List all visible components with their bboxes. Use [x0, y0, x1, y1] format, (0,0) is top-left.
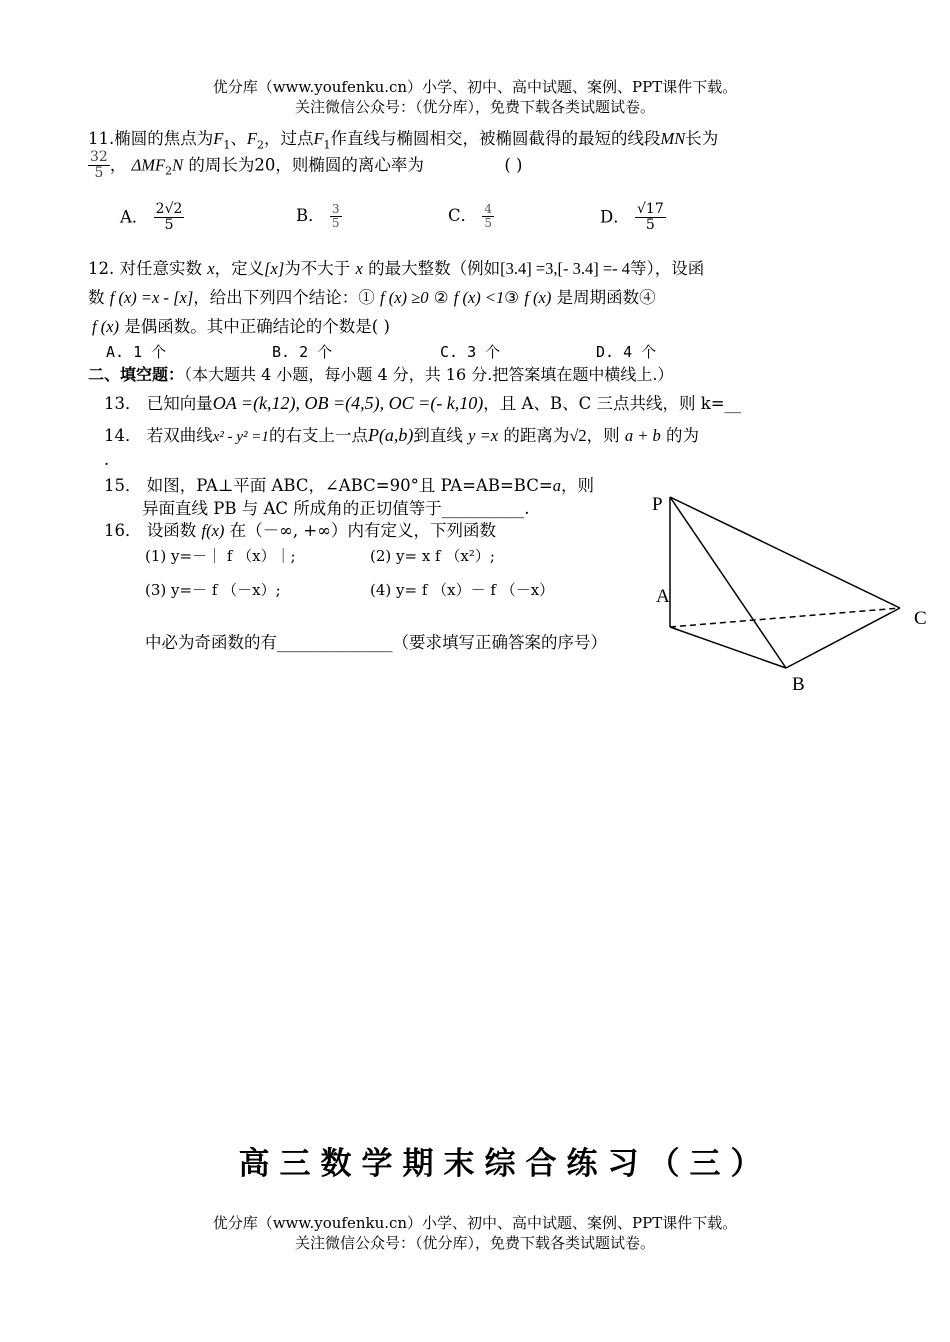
- q13-text-a: 已知向量: [146, 394, 213, 413]
- q15-line-2: 异面直线 PB 与 AC 所成角的正切值等于__________.: [142, 499, 530, 518]
- q16-opt-3: (3) y=－ f （－x）;: [145, 581, 281, 599]
- q11-answer-paren: ( ): [504, 155, 523, 175]
- q14: [104, 422, 699, 446]
- q12-conclusion-1: f (x) ≥0: [380, 288, 429, 307]
- q12-conclusion-3: f (x): [524, 288, 552, 307]
- label-p: P: [652, 494, 663, 515]
- q12-opt-a: A. 1 个: [106, 343, 167, 361]
- q16-final: 中必为奇函数的有______________（要求填写正确答案的序号）: [145, 633, 607, 652]
- q12-bx: [x]: [264, 259, 285, 278]
- label-a: A: [656, 586, 670, 607]
- q15-num: 15．: [104, 476, 142, 495]
- q14-distance: √2: [569, 426, 587, 445]
- section-2-heading: 二、填空题：: [88, 365, 185, 384]
- q15-text-1: 如图，PA⊥平面 ABC，∠ABC=90°且 PA=AB=BC=: [146, 476, 553, 495]
- q12-c2-pre: ②: [433, 288, 449, 307]
- q16-opt-4: (4) y= f （x）－ f （－x）: [370, 581, 555, 599]
- q14-text-c: 到直线: [413, 426, 463, 445]
- q12-c3-pre: ③: [504, 288, 520, 307]
- q11-sub1b: 1: [323, 138, 331, 152]
- q14-sum: a + b: [624, 426, 661, 445]
- q11-mn: MN: [660, 129, 686, 148]
- q11-line-1: [88, 125, 718, 151]
- q11-opt-a-label: A．: [120, 207, 149, 227]
- q13-text-b: ，且 A、B、C 三点共线，则 k=__: [483, 394, 742, 413]
- q13-num: 13．: [104, 394, 142, 413]
- q12-opt-c: C. 3 个: [440, 343, 501, 361]
- q11-opt-b-frac: $\frac{3}{5}$: [331, 201, 340, 230]
- q15-text-1-end: ，则: [560, 476, 594, 495]
- q14-num: 14．: [104, 426, 142, 445]
- q14-text-f: 的为: [666, 426, 700, 445]
- q13-vectors: OA =(k,12), OB =(4,5), OC =(- k,10): [212, 393, 484, 413]
- q14-text-e: ，则: [586, 426, 620, 445]
- q11-tri-sub: 2: [165, 164, 173, 178]
- q11-text-d: 长为: [685, 129, 719, 148]
- edge-bc: [786, 608, 900, 668]
- q16-opt-1: (1) y=－｜ f （x）｜;: [145, 547, 296, 565]
- q11-opt-a-frac: $\frac{2√2}{5}$: [155, 201, 183, 234]
- q11-opt-b-label: B．: [296, 206, 325, 225]
- q16-opt-2: (2) y= x f （x²）;: [370, 547, 495, 565]
- q12-fx: f (x): [92, 317, 120, 336]
- q15-line-1: [104, 472, 594, 496]
- q16-num: 16．: [104, 521, 142, 540]
- q11-triangle: ΔMF: [131, 155, 166, 175]
- q16-line-1: [104, 517, 496, 541]
- q14-text-d: 的距离为: [503, 426, 570, 445]
- q12-example: [3.4] =3,[- 3.4] =- 4: [500, 259, 631, 278]
- q11-line-2: [88, 150, 522, 182]
- q14-point: P(a,b): [367, 425, 414, 445]
- edge-pc: [670, 497, 900, 608]
- q11-text-f: 的周长为20，则椭圆的离心率为: [188, 155, 424, 175]
- q12-x: x: [207, 259, 215, 278]
- footer-line-2: 关注微信公众号：（优分库），免费下载各类试题试卷。: [294, 1234, 655, 1252]
- q16-text-b: 在（－∞, +∞）内有定义，下列函数: [229, 521, 496, 540]
- q12-opt-d: D. 4 个: [596, 343, 657, 361]
- q14-text-b: 的右支上一点: [268, 426, 368, 445]
- q12-opt-b: B. 2 个: [272, 343, 333, 361]
- q11-f1b: F: [313, 129, 324, 148]
- q12-text-g: ，给出下列四个结论：①: [193, 288, 375, 307]
- q12-line-2: [88, 284, 656, 308]
- q12-text-h: 是周期函数④: [556, 288, 656, 307]
- q11-text-b: ，过点: [263, 129, 314, 148]
- page-title: 高三数学期末综合练习（三）: [238, 1146, 772, 1182]
- q16-fx: f(x): [201, 521, 225, 540]
- q11-option-c: [448, 202, 494, 230]
- q11-text: 11.椭圆的焦点为: [88, 129, 214, 148]
- q11-text-c: 作直线与椭圆相交，被椭圆截得的最短的线段: [330, 129, 661, 148]
- label-b: B: [792, 674, 805, 695]
- q11-comma: ，: [109, 155, 127, 175]
- q14-hyperbola: x² - y² =1: [212, 429, 269, 445]
- q12-text-b: ，定义: [214, 259, 265, 278]
- q16-text-a: 设函数: [146, 521, 197, 540]
- q14-line: y =x: [468, 426, 499, 445]
- q11-opt-d-label: D．: [600, 207, 630, 227]
- q11-option-b: [296, 202, 342, 230]
- section-2-heading-row: [88, 362, 673, 385]
- q11-option-d: [600, 202, 666, 234]
- q11-options: [120, 202, 184, 234]
- label-c: C: [914, 608, 927, 629]
- q11-sub2: 2: [256, 138, 264, 152]
- q11-sub1: 1: [223, 138, 231, 152]
- section-2-desc: （本大题共 4 小题，每小题 4 分，共 16 分.把答案填在题中横线上.）: [184, 365, 674, 384]
- footer-line-1: 优分库（www.youfenku.cn）小学、初中、高中试题、案例、PPT课件下载。: [212, 1214, 738, 1232]
- q12-fx-def: f (x) =x - [x]: [109, 288, 194, 307]
- edge-pb: [670, 497, 786, 668]
- q11-opt-c-label: C．: [448, 206, 478, 225]
- q15-a-var: a: [552, 476, 561, 495]
- edge-ab: [670, 627, 786, 668]
- q12-text-e: 等），设函: [630, 259, 705, 278]
- q11-opt-c-frac: $\frac{4}{5}$: [484, 201, 493, 230]
- q14-dot: .: [104, 450, 110, 469]
- q12-line-3: [92, 313, 390, 337]
- q12-line-1: [88, 255, 704, 279]
- q11-tri-n: N: [172, 155, 184, 175]
- q14-text-a: 若双曲线: [146, 426, 213, 445]
- edge-ac: [670, 608, 900, 627]
- q12-text-i: 是偶函数。其中正确结论的个数是( ): [124, 317, 390, 336]
- q11-f2: F: [246, 129, 257, 148]
- q12-text-d: 的最大整数（例如: [368, 259, 501, 278]
- header-line-2: 关注微信公众号：（优分库），免费下载各类试题试卷。: [294, 98, 655, 116]
- q12-text-f: 数: [88, 288, 105, 307]
- q11-sep: 、: [230, 129, 247, 148]
- q12-text-c: 为不大于: [284, 259, 351, 278]
- q12-text-a: 12. 对任意实数: [88, 259, 202, 278]
- q11-opt-d-frac: $\frac{√17}{5}$: [636, 201, 664, 234]
- q11-f1: F: [213, 129, 224, 148]
- q12-x-2: x: [355, 259, 363, 278]
- q11-fraction: $\frac{32}{5}$: [90, 149, 108, 182]
- q13: [104, 390, 741, 414]
- pyramid-figure: [640, 480, 940, 710]
- q12-conclusion-2: f (x) <1: [453, 288, 505, 307]
- header-line-1: 优分库（www.youfenku.cn）小学、初中、高中试题、案例、PPT课件下载。: [212, 78, 738, 96]
